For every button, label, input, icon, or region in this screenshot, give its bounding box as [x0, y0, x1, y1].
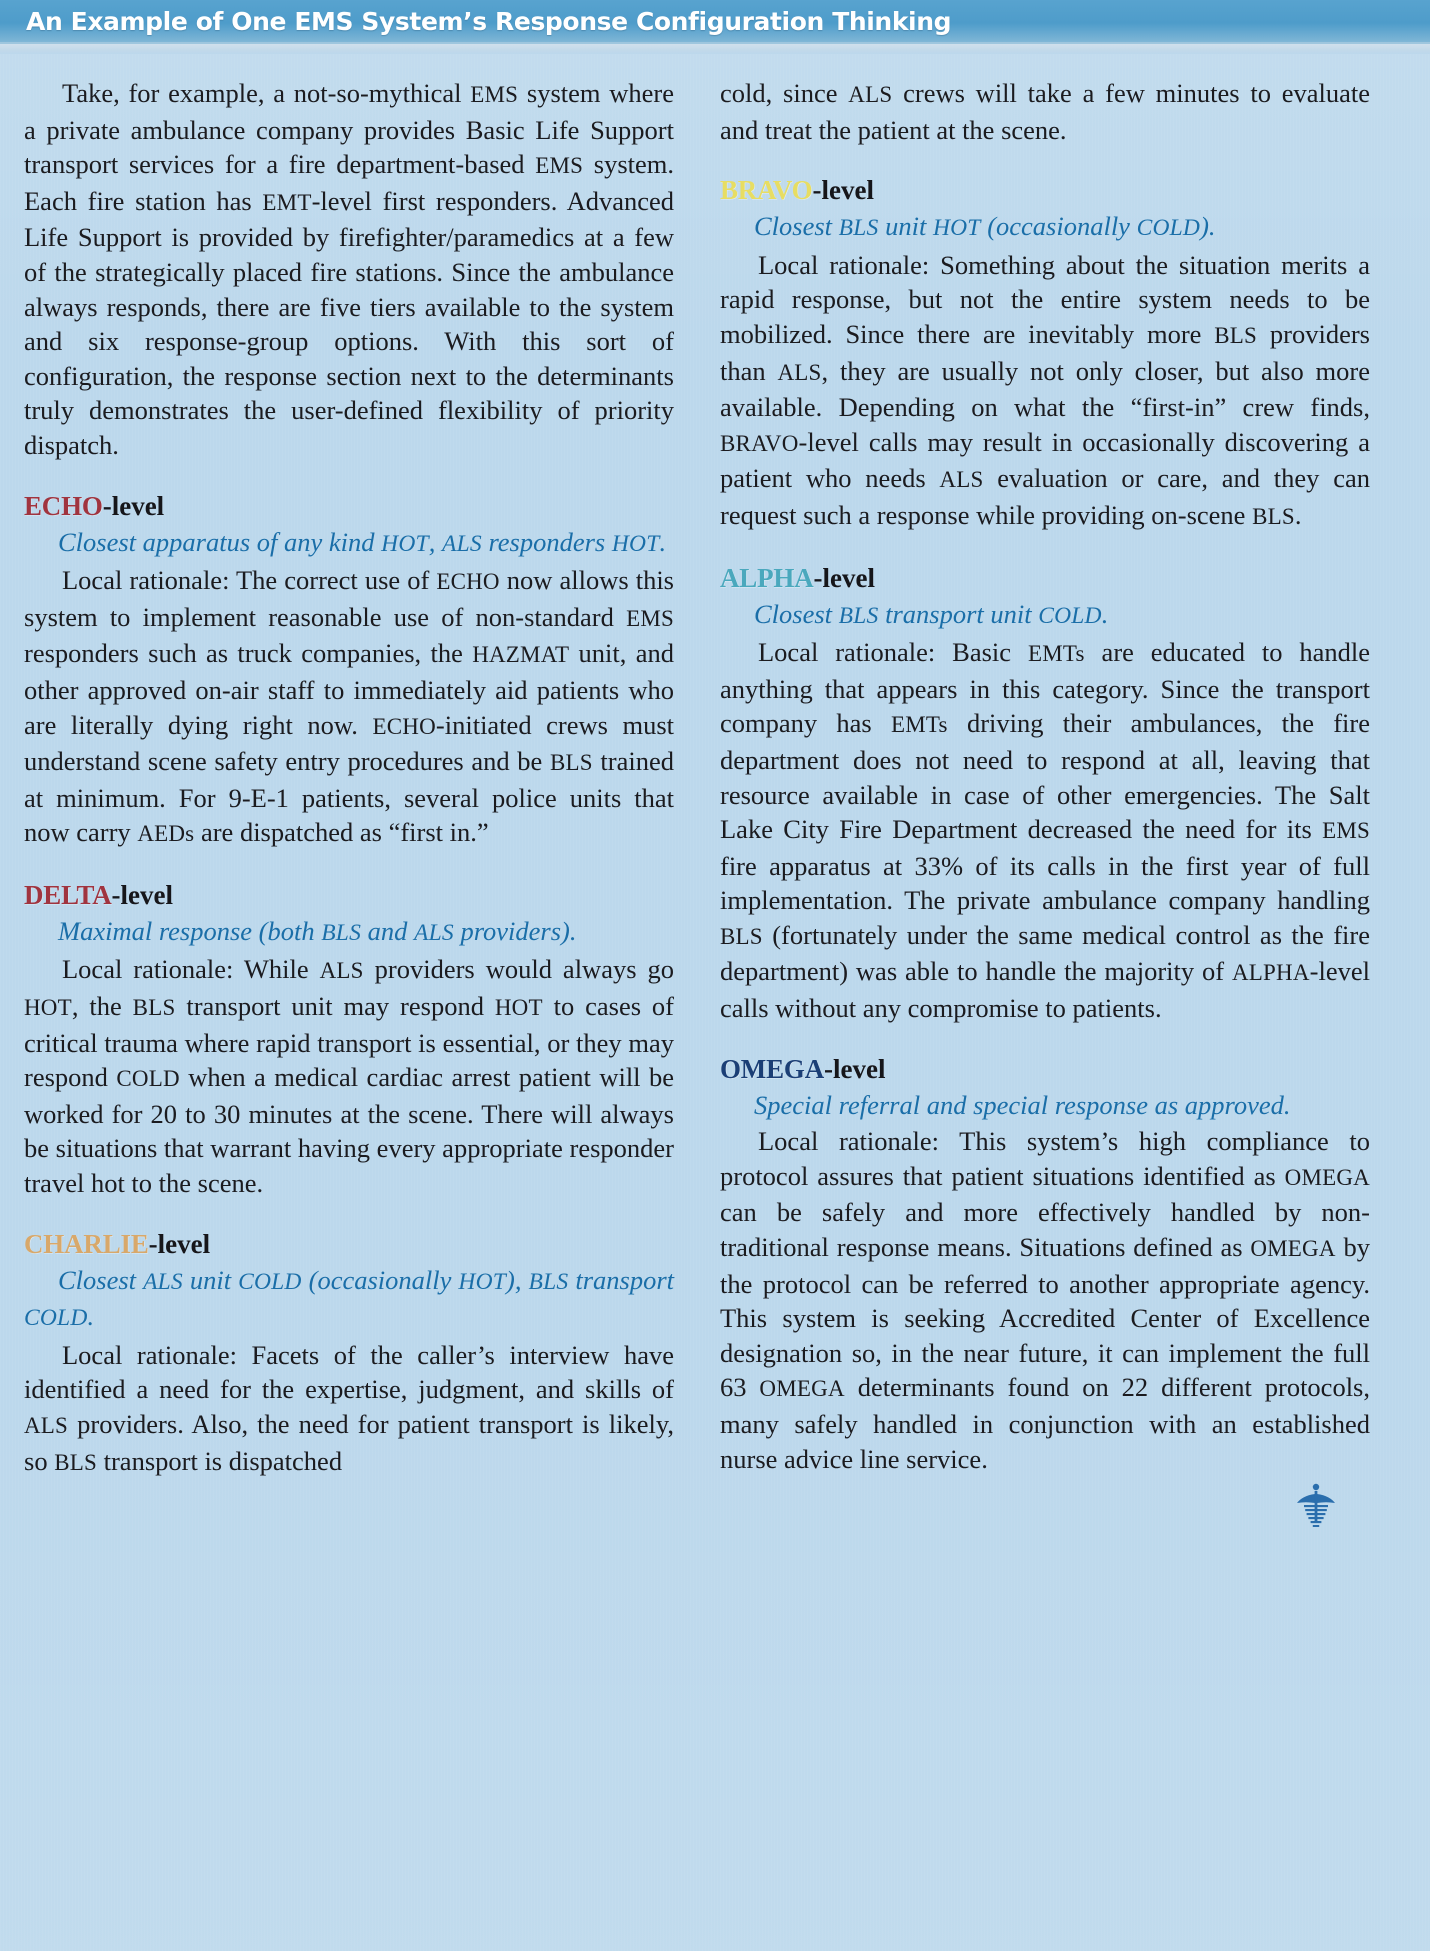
intro-paragraph: Take, for example, a not-so-mythical EMS system where a private ambulance company provides Basic Life Support transport services for a fire department-based EMS system. Each fire station has EMT-level first responders. Advanced Life Support is provided by firefighter/paramedics at a few of the strategically placed fire stations. Since the ambulance always responds, there are five tiers available to the system and six response-group options. With this sort of configuration, the response section next to the determinants truly demonstrates the user-defined flexibility of priority dispatch.	[24, 78, 674, 460]
level-word-omega: OMEGA	[720, 1053, 824, 1084]
description-delta: Maximal response (both BLS and ALS providers).	[58, 915, 577, 946]
section-delta	[24, 878, 674, 1201]
rationale-bravo: Local rationale: Something about the situation merits a rapid response, but not the entire system needs to be mobilized. Since there are inevitably more BLS providers than ALS, they are usually not only closer, but also more available. Depending on what the “first-in” crew finds, BRAVO-level calls may result in occasionally discovering a patient who needs ALS evaluation or care, and they can request such a response while providing on-scene BLS.	[720, 249, 1371, 530]
level-suffix-alpha: -level	[813, 562, 875, 593]
rationale-charlie: Local rationale: Facets of the caller’s interview have identified a need for the expertise, judgment, and skills of ALS providers. Also, the need for patient transport is likely, so BLS transport is dispatched	[24, 1339, 674, 1476]
section-alpha	[720, 561, 1370, 1026]
rationale-omega: Local rationale: This system’s high compliance to protocol assures that patient situations identified as OMEGA can be safely and more effectively handled by non-traditional response means. Situations defined as OMEGA by the protocol can be referred to another appropriate agency. This system is seeking Accredited Center of Excellence designation so, in the near future, it can implement the full 63 OMEGA determinants found on 22 different protocols, many safely handled in conjunction with an established nurse advice line service.	[720, 1126, 1370, 1474]
caduceus-icon	[1296, 1482, 1336, 1528]
section-echo	[24, 489, 674, 852]
level-word-echo: ECHO	[24, 490, 103, 521]
heading-bravo-level	[720, 173, 1370, 207]
article-columns	[0, 54, 1430, 1528]
heading-echo-level	[24, 489, 674, 523]
heading-alpha-level	[720, 561, 1370, 595]
page-title: An Example of One EMS System’s Response Configuration Thinking	[26, 6, 952, 36]
description-bravo: Closest BLS unit HOT (occasionally COLD).	[754, 211, 1216, 242]
level-suffix-omega: -level	[824, 1053, 886, 1084]
description-echo: Closest apparatus of any kind HOT, ALS responders HOT.	[58, 526, 667, 557]
section-bravo	[720, 173, 1370, 534]
rationale-echo: Local rationale: The correct use of ECHO now allows this system to implement reasonable use of non-standard EMS responders such as truck companies, the HAZMAT unit, and other approved on-air staff to immediately aid patients who are literally dying right now. ECHO-initiated crews must understand scene safety entry procedures and be BLS trained at minimum. For 9-E-1 patients, several police units that now carry AEDs are dispatched as “first in.”	[24, 565, 675, 848]
heading-delta-level	[24, 878, 674, 912]
left-column	[24, 76, 674, 1528]
section-charlie	[24, 1227, 674, 1481]
rationale-alpha: Local rationale: Basic EMTs are educated to handle anything that appears in this category. Since the transport company has EMTs driving their ambulances, the fire department does not need to respond at all, leaving that resource available in case of other emergencies. The Salt Lake City Fire Department decreased the need for its EMS fire apparatus at 33% of its calls in the first year of full implementation. The private ambulance company handling BLS (fortunately under the same medical control as the fire department) was able to handle the majority of ALPHA-level calls without any compromise to patients.	[720, 637, 1370, 1024]
heading-charlie-level	[24, 1227, 674, 1261]
level-suffix-echo: -level	[102, 490, 165, 521]
level-word-bravo: BRAVO	[720, 175, 813, 206]
description-alpha: Closest BLS transport unit COLD.	[754, 598, 1109, 629]
banner-shadow-strip	[0, 44, 1430, 54]
article-header-banner	[0, 0, 1430, 44]
level-suffix-charlie: -level	[148, 1228, 211, 1259]
footer-logo-wrap	[720, 1476, 1370, 1528]
level-suffix-delta: -level	[111, 879, 174, 910]
rationale-delta: Local rationale: While ALS providers would always go HOT, the BLS transport unit may respond HOT to cases of critical trauma where rapid transport is essential, or they may respond COLD when a medical cardiac arrest patient will be worked for 20 to 30 minutes at the scene. There will always be situations that warrant having every appropriate responder travel hot to the scene.	[24, 954, 675, 1199]
description-omega: Special referral and special response as approved.	[754, 1089, 1291, 1120]
right-column	[720, 76, 1370, 1528]
description-charlie: Closest ALS unit COLD (occasionally HOT), BLS transport COLD.	[24, 1264, 674, 1332]
level-suffix-bravo: -level	[812, 175, 874, 206]
heading-omega-level	[720, 1052, 1370, 1086]
level-word-delta: DELTA	[24, 879, 112, 910]
level-word-charlie: CHARLIE	[24, 1228, 149, 1259]
section-omega	[720, 1052, 1370, 1477]
level-word-alpha: ALPHA	[720, 562, 814, 593]
continuation-paragraph: cold, since ALS crews will take a few minutes to evaluate and treat the patient at the scene.	[720, 78, 1370, 145]
